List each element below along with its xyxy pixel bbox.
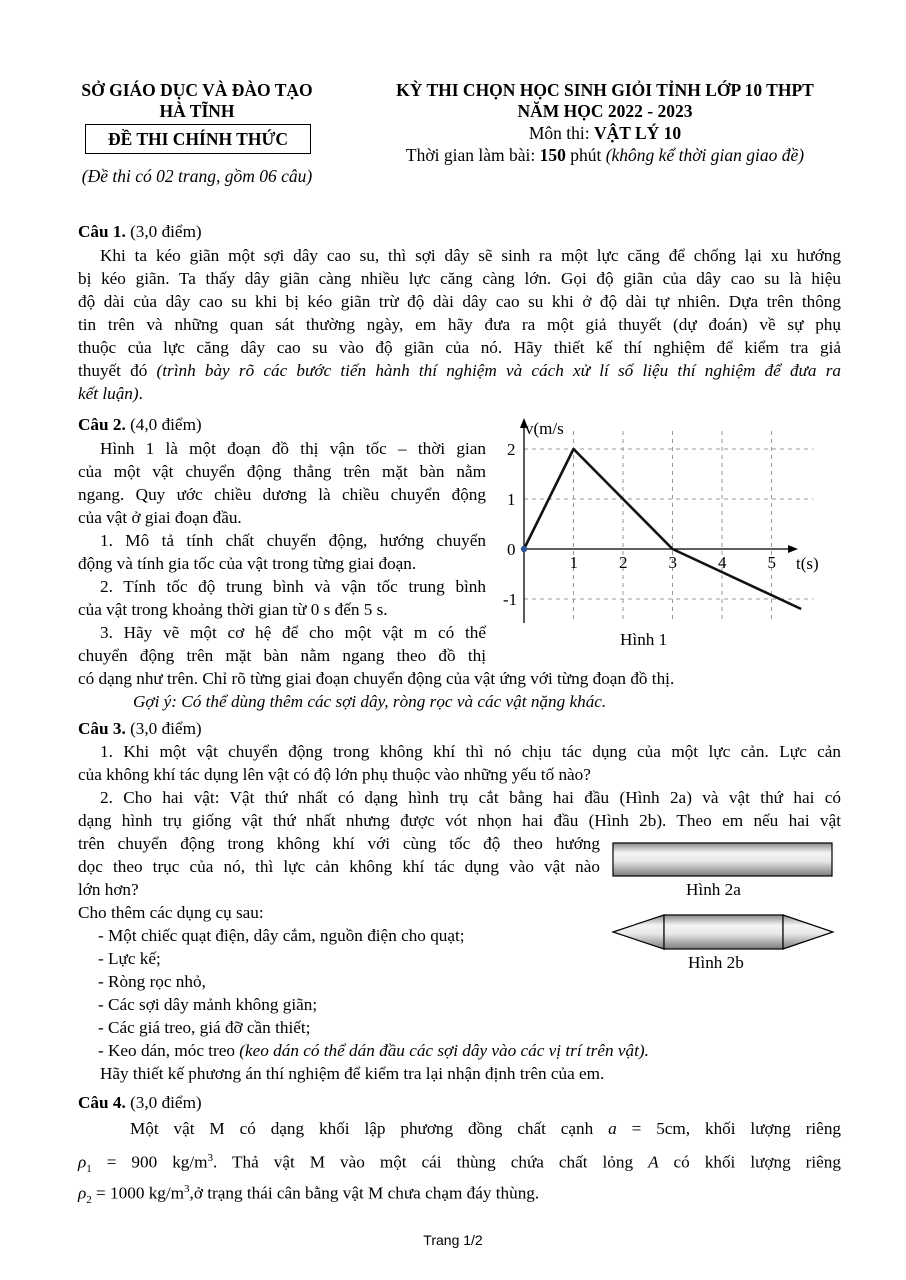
q2-line: 1. Mô tả tính chất chuyển động, hướng chuyển	[100, 531, 486, 550]
time-note: (không kể thời gian giao đề)	[605, 145, 805, 165]
q1-line: tin trên và những quan sát thường ngày, em hãy đưa ra một giả thuyết (dự đoán) về sự phụ	[78, 315, 841, 334]
time-unit: phút	[565, 145, 606, 165]
q3-tool-item: - Lực kế;	[98, 949, 161, 968]
y-tick-label: 2	[507, 440, 516, 459]
velocity-time-chart	[490, 412, 835, 657]
q4-l2-sup: 3	[207, 1152, 214, 1164]
province-name: HÀ TĨNH	[159, 101, 235, 121]
q3-glue-text: - Keo dán, móc treo	[98, 1041, 240, 1060]
y-tick-label: 1	[507, 490, 516, 509]
figure-2b-caption: Hình 2b	[688, 953, 744, 972]
figure-2b-pointed-cylinder	[610, 912, 836, 952]
x-tick-label: 5	[767, 553, 776, 572]
time-value: 150	[539, 145, 566, 165]
q4-title: Câu 4.	[78, 1093, 126, 1112]
q4-line-1	[130, 1116, 841, 1142]
chart-series	[521, 449, 801, 609]
q4-rho1: ρ	[78, 1152, 87, 1172]
subject-label: Môn thi:	[528, 123, 594, 143]
y-axis-label: v(m/s	[525, 419, 564, 438]
q4-rho2-sub: 2	[86, 1194, 92, 1207]
q3-line: dọc theo trục của nó, thì lực cản không khí tác dụng vào vật nào	[78, 857, 600, 876]
q4-l3-rest: ,ở trạng thái cân bằng vật M chưa chạm đáy thùng.	[189, 1183, 540, 1203]
q4-l2-end: có khối lượng riêng	[658, 1152, 841, 1172]
official-exam-box: ĐỀ THI CHÍNH THỨC	[85, 124, 311, 154]
subject-value: VẬT LÝ 10	[593, 123, 682, 143]
y-tick-label: -1	[503, 590, 518, 609]
q3-line: lớn hơn?	[78, 880, 139, 899]
q3-heading	[78, 718, 202, 740]
q3-line: trên chuyển động trong không khí với cùng tốc độ theo hướng	[78, 834, 600, 853]
q3-tool-item	[98, 1040, 649, 1062]
q1-line6-text: thuyết đó	[78, 361, 157, 380]
q2-line: Hình 1 là một đoạn đồ thị vận tốc – thời gian	[100, 439, 486, 458]
q3-line: Cho thêm các dụng cụ sau:	[78, 903, 264, 922]
q3-points: (3,0 điểm)	[125, 719, 202, 738]
q4-l3-sup: 3	[184, 1183, 190, 1195]
q2-hint: Gợi ý: Có thể dùng thêm các sợi dây, ròng rọc và các vật nặng khác.	[133, 692, 607, 711]
q2-line: có dạng như trên. Chỉ rõ từng giai đoạn chuyển động của vật ứng với từng đoạn đồ thị.	[78, 669, 675, 688]
q2-line: 2. Tính tốc độ trung bình và vận tốc trung bình	[100, 577, 486, 596]
q4-var-a: a	[608, 1119, 617, 1138]
q1-line	[78, 360, 841, 382]
x-tick-label: 4	[718, 553, 727, 572]
q2-line: động và tính gia tốc của vật trong từng giai đoạn.	[78, 554, 417, 573]
series-line	[524, 449, 801, 609]
x-tick-label: 1	[569, 553, 578, 572]
q2-line: của một vật chuyển động thẳng trên mặt bàn nằm	[78, 462, 486, 481]
q4-l2-rest: . Thả vật M vào một cái thùng chứa chất lỏng	[213, 1152, 649, 1172]
q3-line: 1. Khi một vật chuyển động trong không khí thì nó chịu tác dụng của một lực cản. Lực cản	[100, 742, 841, 761]
x-tick-label: 3	[668, 553, 677, 572]
figure-2a-cylinder	[612, 842, 834, 880]
q1-line7-italic: kết luận)	[78, 384, 139, 403]
q2-points: (4,0 điểm)	[125, 415, 202, 434]
q4-rho2: ρ	[78, 1183, 87, 1203]
q2-line: 3. Hãy vẽ một cơ hệ để cho một vật m có thể	[100, 623, 486, 642]
q3-tool-item: - Các giá treo, giá đỡ cần thiết;	[98, 1018, 311, 1037]
x-axis-label: t(s)	[796, 554, 819, 573]
q1-line6-italic: (trình bày rõ các bước tiến hành thí nghiệm và cách xử lí số liệu thí nghiệm để đưa ra	[156, 361, 841, 380]
q3-line: của không khí tác dụng lên vật có độ lớn phụ thuộc vào những yếu tố nào?	[78, 765, 591, 784]
q3-title: Câu 3.	[78, 719, 126, 738]
q4-l1-eq: = 5cm, khối lượng riêng	[616, 1119, 842, 1138]
data-point-origin	[521, 546, 527, 552]
pages-note: (Đề thi có 02 trang, gồm 06 câu)	[81, 166, 313, 186]
q1-line7-end: .	[138, 384, 143, 403]
figure-2a-caption: Hình 2a	[686, 880, 741, 899]
q4-liquid-a: A	[648, 1152, 659, 1172]
q2-line: của vật trong khoảng thời gian từ 0 s đến 5 s.	[78, 600, 388, 619]
q1-line: bị kéo giãn. Ta thấy dây giãn càng nhiều lực căng càng lớn. Gọi độ giãn của dây cao su là hiệu	[78, 269, 841, 288]
q4-l3-eq: = 1000 kg/m	[91, 1183, 185, 1203]
q3-line: dạng hình trụ giống vật thứ nhất nhưng được vót nhọn hai đầu (Hình 2b). Theo em nếu hai vật	[78, 811, 841, 830]
department-name: SỞ GIÁO DỤC VÀ ĐÀO TẠO	[81, 80, 313, 100]
q1-line: thuộc của lực căng dây cao su vào độ giãn của nó. Hãy thiết kế thí nghiệm để kiểm tra giả	[78, 338, 841, 357]
x-tick-label: 2	[619, 553, 628, 572]
x-axis-arrow	[788, 545, 798, 553]
q4-l2-eq: = 900 kg/m	[91, 1152, 208, 1172]
q4-l1-text: Một vật M có dạng khối lập phương đồng chất cạnh	[130, 1119, 609, 1138]
exam-title: KỲ THI CHỌN HỌC SINH GIỎI TỈNH LỚP 10 THPT	[396, 80, 814, 100]
y-tick-label: 0	[507, 540, 516, 559]
figure-1-caption: Hình 1	[620, 630, 668, 649]
q2-line: ngang. Quy ước chiều dương là chiều chuyển động	[78, 485, 486, 504]
q3-tool-item: - Ròng rọc nhỏ,	[98, 972, 206, 991]
q4-rho1-sub: 1	[86, 1163, 92, 1176]
q1-line	[78, 383, 143, 405]
q4-points: (3,0 điểm)	[125, 1093, 202, 1112]
q3-tool-item: - Một chiếc quạt điện, dây cắm, nguồn điện cho quạt;	[98, 926, 465, 945]
q1-points: (3,0 điểm)	[125, 222, 202, 241]
q2-line: chuyển động trên mặt bàn nằm ngang theo đồ thị	[78, 646, 486, 665]
q2-title: Câu 2.	[78, 415, 126, 434]
q1-heading	[78, 221, 202, 243]
q3-tool-item: - Các sợi dây mảnh không giãn;	[98, 995, 318, 1014]
q3-glue-italic: (keo dán có thể dán đầu các sợi dây vào các vị trí trên vật).	[239, 1041, 649, 1060]
q4-line-3	[78, 1176, 539, 1213]
q1-line: Khi ta kéo giãn một sợi dây cao su, thì sợi dây sẽ sinh ra một lực căng để chống lại xu hướng	[100, 246, 841, 265]
time-label: Thời gian làm bài:	[405, 145, 540, 165]
q1-line: độ dài của dây cao su khi bị kéo giãn trừ độ dài dây cao su khi ở độ dài tự nhiên. Dựa trên thông	[78, 292, 841, 311]
q2-line: của vật ở giai đoạn đầu.	[78, 508, 242, 527]
q2-heading	[78, 414, 202, 436]
q1-title: Câu 1.	[78, 222, 126, 241]
page-number: Trang 1/2	[423, 1232, 483, 1248]
q3-last-line: Hãy thiết kế phương án thí nghiệm để kiểm tra lại nhận định trên của em.	[100, 1064, 605, 1083]
q4-heading	[78, 1092, 202, 1114]
school-year: NĂM HỌC 2022 - 2023	[517, 101, 693, 121]
time-line	[360, 145, 850, 165]
q3-line: 2. Cho hai vật: Vật thứ nhất có dạng hình trụ cắt bằng hai đầu (Hình 2a) và vật thứ hai có	[100, 788, 841, 807]
subject-line	[360, 123, 850, 143]
